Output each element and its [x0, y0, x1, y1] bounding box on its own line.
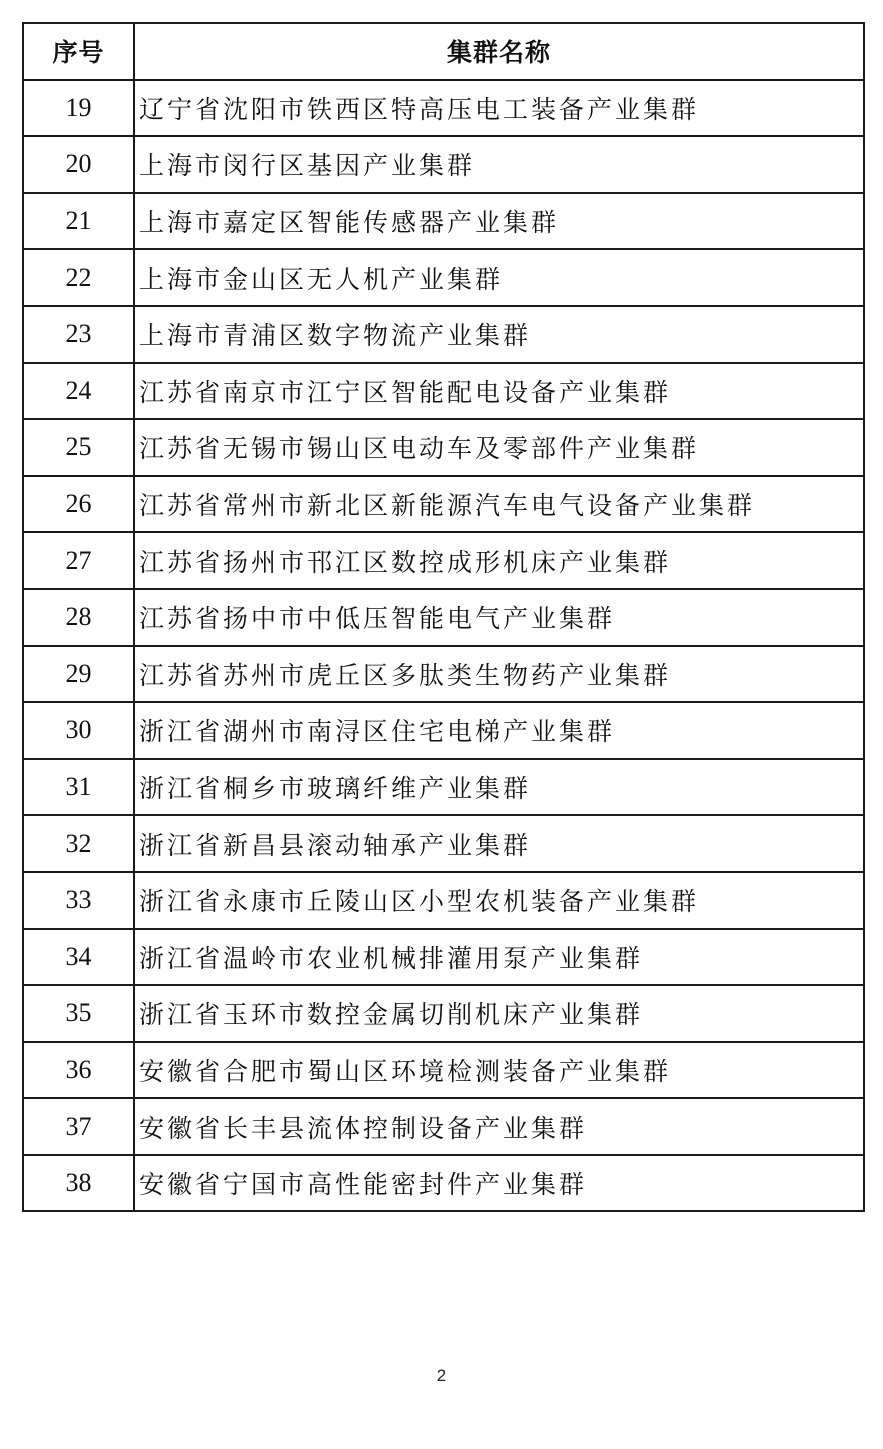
row-serial-number: 36 — [23, 1042, 134, 1099]
row-cluster-name: 安徽省宁国市高性能密封件产业集群 — [134, 1155, 864, 1212]
row-serial-number: 22 — [23, 249, 134, 306]
table-row — [23, 815, 864, 872]
table-row — [23, 136, 864, 193]
page-number: 2 — [436, 1366, 447, 1385]
table-row — [23, 759, 864, 816]
row-cluster-name: 江苏省扬州市邗江区数控成形机床产业集群 — [134, 532, 864, 589]
row-serial-number: 38 — [23, 1155, 134, 1212]
row-serial-number: 35 — [23, 985, 134, 1042]
table-row — [23, 476, 864, 533]
table-header-row — [23, 23, 864, 80]
row-cluster-name: 浙江省永康市丘陵山区小型农机装备产业集群 — [134, 872, 864, 929]
table-row — [23, 193, 864, 250]
row-serial-number: 24 — [23, 363, 134, 420]
table-row — [23, 80, 864, 137]
table-row — [23, 985, 864, 1042]
table-row — [23, 306, 864, 363]
row-serial-number: 28 — [23, 589, 134, 646]
header-serial-number: 序号 — [23, 23, 134, 80]
row-cluster-name: 江苏省苏州市虎丘区多肽类生物药产业集群 — [134, 646, 864, 703]
table-row — [23, 1155, 864, 1212]
row-cluster-name: 浙江省湖州市南浔区住宅电梯产业集群 — [134, 702, 864, 759]
row-cluster-name: 安徽省合肥市蜀山区环境检测装备产业集群 — [134, 1042, 864, 1099]
row-cluster-name: 上海市闵行区基因产业集群 — [134, 136, 864, 193]
row-cluster-name: 江苏省无锡市锡山区电动车及零部件产业集群 — [134, 419, 864, 476]
header-cluster-name: 集群名称 — [134, 23, 864, 80]
row-serial-number: 27 — [23, 532, 134, 589]
row-serial-number: 32 — [23, 815, 134, 872]
table-row — [23, 532, 864, 589]
row-serial-number: 34 — [23, 929, 134, 986]
row-serial-number: 29 — [23, 646, 134, 703]
table-row — [23, 646, 864, 703]
row-cluster-name: 浙江省玉环市数控金属切削机床产业集群 — [134, 985, 864, 1042]
row-cluster-name: 江苏省南京市江宁区智能配电设备产业集群 — [134, 363, 864, 420]
row-cluster-name: 上海市青浦区数字物流产业集群 — [134, 306, 864, 363]
row-cluster-name: 上海市金山区无人机产业集群 — [134, 249, 864, 306]
cluster-table-container — [22, 22, 863, 1212]
row-serial-number: 26 — [23, 476, 134, 533]
table-row — [23, 363, 864, 420]
row-cluster-name: 安徽省长丰县流体控制设备产业集群 — [134, 1098, 864, 1155]
row-serial-number: 20 — [23, 136, 134, 193]
table-row — [23, 702, 864, 759]
table-row — [23, 589, 864, 646]
row-serial-number: 25 — [23, 419, 134, 476]
row-cluster-name: 上海市嘉定区智能传感器产业集群 — [134, 193, 864, 250]
row-cluster-name: 浙江省桐乡市玻璃纤维产业集群 — [134, 759, 864, 816]
table-row — [23, 249, 864, 306]
table-row — [23, 1098, 864, 1155]
row-serial-number: 30 — [23, 702, 134, 759]
table-row — [23, 872, 864, 929]
row-cluster-name: 浙江省温岭市农业机械排灌用泵产业集群 — [134, 929, 864, 986]
row-cluster-name: 江苏省常州市新北区新能源汽车电气设备产业集群 — [134, 476, 864, 533]
row-serial-number: 23 — [23, 306, 134, 363]
table-row — [23, 419, 864, 476]
table-row — [23, 1042, 864, 1099]
row-serial-number: 21 — [23, 193, 134, 250]
row-serial-number: 37 — [23, 1098, 134, 1155]
row-serial-number: 33 — [23, 872, 134, 929]
row-cluster-name: 辽宁省沈阳市铁西区特高压电工装备产业集群 — [134, 80, 864, 137]
row-cluster-name: 浙江省新昌县滚动轴承产业集群 — [134, 815, 864, 872]
row-serial-number: 19 — [23, 80, 134, 137]
table-row — [23, 929, 864, 986]
row-serial-number: 31 — [23, 759, 134, 816]
row-cluster-name: 江苏省扬中市中低压智能电气产业集群 — [134, 589, 864, 646]
cluster-table — [22, 22, 865, 1212]
